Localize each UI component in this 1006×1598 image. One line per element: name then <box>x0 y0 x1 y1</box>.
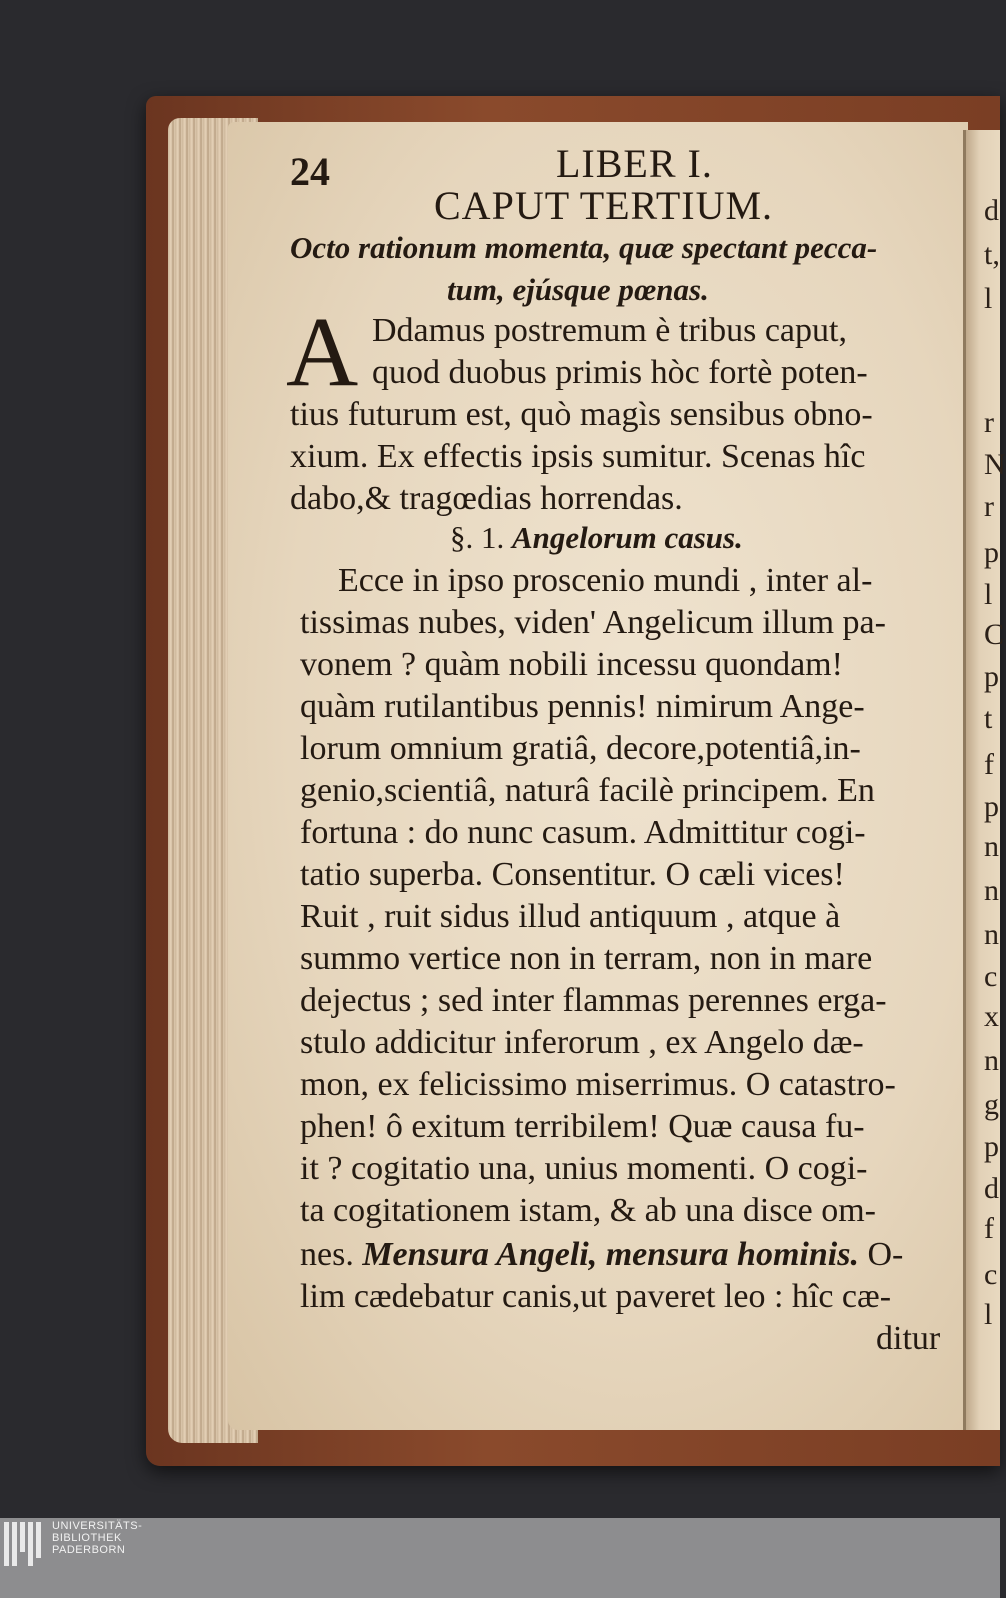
facing-page-letter: d <box>984 1172 999 1205</box>
facing-page-letter: c <box>984 1258 998 1291</box>
facing-page-letter: n <box>984 830 999 863</box>
drop-cap: A <box>286 296 359 407</box>
section-title: Angelorum casus. <box>512 520 743 555</box>
facing-page-letter: p <box>984 536 999 569</box>
body-line: it ? cogitatio una, unius momenti. O cogi- <box>300 1150 868 1187</box>
body-line: Ddamus postremum è tribus caput, <box>372 312 847 349</box>
body-line <box>300 1236 903 1274</box>
facing-page-letter: n <box>984 1044 999 1077</box>
facing-page-letter: x <box>984 1000 999 1033</box>
body-line: tatio superba. Consentitur. O cæli vices! <box>300 856 845 893</box>
facing-page-letter: n <box>984 874 999 907</box>
body-line: ta cogitationem istam, & ab una disce om- <box>300 1192 876 1229</box>
gutter-fold <box>963 130 966 1430</box>
facing-page-letter: l <box>984 578 993 611</box>
body-line: genio,scientiâ, naturâ facilè principem. En <box>300 772 875 809</box>
facing-page-letter: t, <box>984 238 1000 271</box>
page-number: 24 <box>290 149 330 194</box>
body-line: Ecce in ipso proscenio mundi , inter al- <box>338 562 873 599</box>
facing-page-letter: d <box>984 194 999 227</box>
facing-page-letter: C <box>984 618 1005 651</box>
body-line: lorum omnium gratiâ, decore,potentiâ,in- <box>300 730 861 767</box>
body-line: quàm rutilantibus pennis! nimirum Ange- <box>300 688 865 725</box>
facing-page <box>966 130 1000 1430</box>
facing-page-letter: n <box>984 918 999 951</box>
facing-page-letter: f <box>984 748 994 781</box>
section-number: §. 1. <box>450 520 505 555</box>
body-line: Ruit , ruit sidus illud antiquum , atque à <box>300 898 841 935</box>
running-head: LIBER I. <box>556 141 713 186</box>
body-line: lim cædebatur canis,ut paveret leo : hîc cæ- <box>300 1278 892 1315</box>
library-name-line: BIBLIOTHEK <box>52 1532 122 1544</box>
facing-page-letter: l <box>984 1298 993 1331</box>
facing-page-letter: c <box>984 960 998 993</box>
body-line: summo vertice non in terram, non in mare <box>300 940 873 977</box>
body-line: xium. Ex effectis ipsis sumitur. Scenas hîc <box>290 438 866 475</box>
body-line: tius futurum est, quò magìs sensibus obno- <box>290 396 873 433</box>
body-line: vonem ? quàm nobili incessu quondam! <box>300 646 843 683</box>
facing-page-letter: t <box>984 702 993 735</box>
body-line: dejectus ; sed inter flammas perennes erga- <box>300 982 887 1019</box>
facing-page-letter: g <box>984 1088 999 1121</box>
facing-page-letter: l <box>984 282 993 315</box>
footer-bar <box>0 1518 1000 1598</box>
body-line: fortuna : do nunc casum. Admittitur cogi- <box>300 814 866 851</box>
body-line: tissimas nubes, viden' Angelicum illum pa- <box>300 604 886 641</box>
facing-page-letter: f <box>984 1212 994 1245</box>
facing-page-letter: p <box>984 1130 999 1163</box>
body-line: dabo,& tragœdias horrendas. <box>290 480 683 517</box>
library-name-line: UNIVERSITÄTS- <box>52 1520 143 1532</box>
body-line: mon, ex felicissimo miserrimus. O catastro- <box>300 1066 896 1103</box>
chapter-summary-line: tum, ejúsque pœnas. <box>447 272 709 307</box>
body-line: phen! ô exitum terribilem! Quæ causa fu- <box>300 1108 865 1145</box>
facing-page-letter: p <box>984 790 999 823</box>
body-line-end: O- <box>867 1236 904 1273</box>
section-heading <box>450 520 743 556</box>
facing-page-letter: p <box>984 660 999 693</box>
library-logo-icon <box>4 1522 44 1566</box>
library-name-line: PADERBORN <box>52 1544 126 1556</box>
facing-page-letter: N <box>984 448 1006 481</box>
chapter-title: CAPUT TERTIUM. <box>434 183 774 228</box>
chapter-summary-line: Octo rationum momenta, quæ spectant pecca- <box>290 230 878 265</box>
body-line-start: nes. <box>300 1236 354 1273</box>
facing-page-letter: r <box>984 406 994 439</box>
body-line: stulo addicitur inferorum , ex Angelo dæ- <box>300 1024 864 1061</box>
library-name <box>52 1520 142 1556</box>
body-line: quod duobus primis hòc fortè poten- <box>372 354 868 391</box>
catchword: ditur <box>876 1320 941 1357</box>
body-line-italic: Mensura Angeli, mensura hominis. <box>362 1236 859 1273</box>
facing-page-letter: r <box>984 490 994 523</box>
